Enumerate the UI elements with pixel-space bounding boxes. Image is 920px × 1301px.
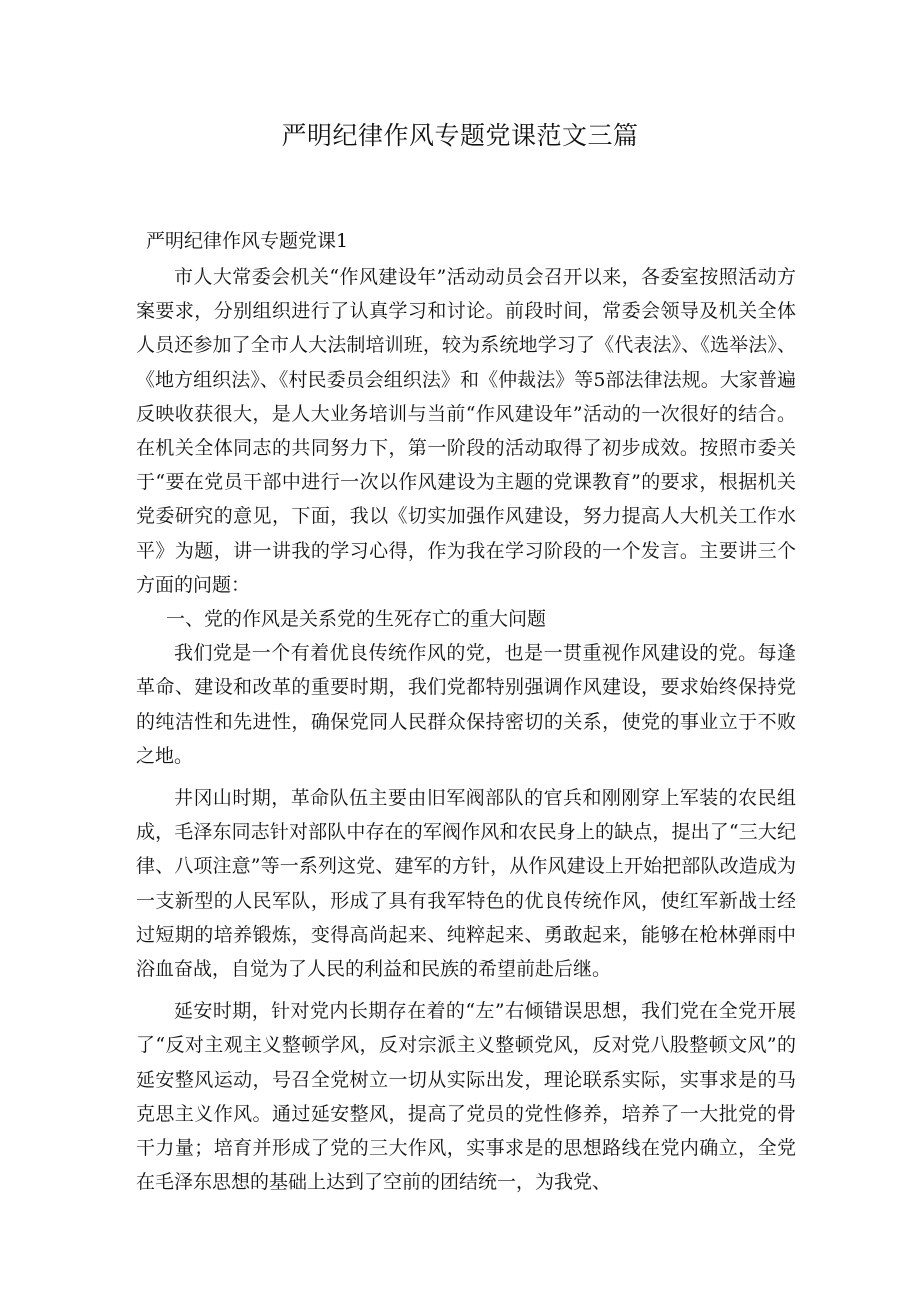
heading-one: 一、党的作风是关系党的生死存亡的重大问题 — [166, 608, 547, 631]
paragraph-yanan: 延安时期，针对党内长期存在着的“左”右倾错误思想，我们党在全党开展了“反对主观主义整顿学风，反对宗派主义整顿党风，反对党八股整顿文风”的延安整风运动，号召全党树立一切从实际出发，理论联系实际，实事求是的马克思主义作风。通过延安整风，提高了党员的党性修养，培养了一大批党的骨干力量；培育并形成了党的三大作风，实事求是的思想路线在党内确立，全党在毛泽东思想的基础上达到了空前的团结统一，为我党、 — [136, 1000, 796, 1194]
paragraph-jinggangshan: 井冈山时期，革命队伍主要由旧军阀部队的官兵和刚刚穿上军装的农民组成，毛泽东同志针对部队中存在的军阀作风和农民身上的缺点，提出了“三大纪律、八项注意”等一系列这党、建军的方针，从作风建设上开始把部队改造成为一支新型的人民军队，形成了具有我军特色的优良传统作风，使红军新战士经过短期的培养锻炼，变得高尚起来、纯粹起来、勇敢起来，能够在枪林弹雨中浴血奋战，自觉为了人民的利益和民族的希望前赴后继。 — [136, 787, 796, 981]
paragraph-intro: 市人大常委会机关“作风建设年”活动动员会召开以来，各委室按照活动方案要求，分别组织进行了认真学习和讨论。前段时间，常委会领导及机关全体人员还参加了全市人大法制培训班，较为系统地学习了《代表法》、《选举法》、《地方组织法》、《村民委员会组织法》和《仲裁法》等5部法律法规。大家普遍反映收获很大，是人大业务培训与当前“作风建设年”活动的一次很好的结合。在机关全体同志的共同努力下，第一阶段的活动取得了初步成效。按照市委关于“要在党员干部中进行一次以作风建设为主题的党课教育”的要求，根据机关党委研究的意见，下面，我以《切实加强作风建设，努力提高人大机关工作水平》为题，讲一讲我的学习心得，作为我在学习阶段的一个发言。主要讲三个方面的问题： — [136, 266, 796, 596]
paragraph-gap — [136, 773, 796, 781]
section-title: 严明纪律作风专题党课1 — [146, 230, 349, 252]
paragraph-gap — [136, 986, 796, 994]
document-body — [136, 260, 796, 1199]
paragraph-party-style: 我们党是一个有着优良传统作风的党，也是一贯重视作风建设的党。每逢革命、建设和改革的重要时期，我们党都特别强调作风建设，要求始终保持党的纯洁性和先进性，确保党同人民群众保持密切的关系，使党的事业立于不败之地。 — [136, 642, 796, 767]
document-title: 严明纪律作风专题党课范文三篇 — [281, 121, 639, 150]
